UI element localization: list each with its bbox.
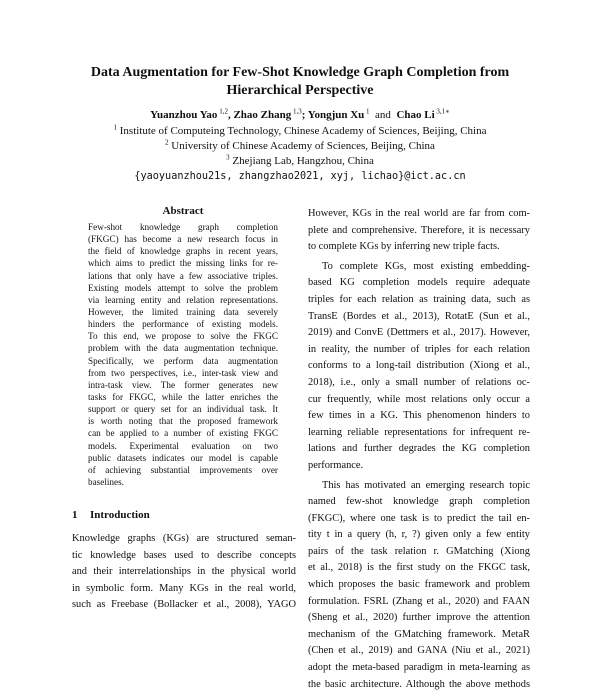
section-title: Introduction <box>90 509 150 521</box>
affiliation-mark: 2 <box>165 138 169 146</box>
paragraph <box>308 206 530 256</box>
author-separator: ; <box>302 109 308 121</box>
text-line: However, the limited training data severely <box>88 306 278 318</box>
abstract-body <box>88 221 278 488</box>
right-column-body <box>308 206 530 693</box>
text-line: which proposes the basic framework and problem <box>308 577 530 594</box>
text-line: TransE (Bordes et al., 2013), RotatE (Sun et al., <box>308 309 530 326</box>
author-email: {yaoyuanzhou21s, zhangzhao2021, xyj, lichao}@ict.ac.cn <box>40 170 560 184</box>
text-line: support or query set for an individual task. It <box>88 403 278 415</box>
text-line: cur frequently, while most relations only occur a <box>308 392 530 409</box>
text-line: in reality, the number of triples for each relation <box>308 342 530 359</box>
text-line: pairs of the task relation r. GMatching (Xiong <box>308 544 530 561</box>
text-line: to complete KGs by inferring new triple facts. <box>308 239 530 256</box>
text-line: based KG completion models require adequate <box>308 275 530 292</box>
text-line: To this end, we propose to solve the FKGC <box>88 330 278 342</box>
text-line: the basic architecture. Although the above methods <box>308 677 530 693</box>
affiliation-mark: 1 <box>114 123 118 131</box>
paper-title <box>40 64 560 100</box>
text-line: hinders the performance of existing models. <box>88 318 278 330</box>
author-affiliation-mark: 1,3 <box>291 107 302 115</box>
affiliation-line <box>40 124 560 138</box>
abstract-heading: Abstract <box>88 205 278 217</box>
text-line: tic knowledge bases used to describe concepts <box>72 548 296 565</box>
text-line: intra-task view. The former generates new <box>88 379 278 391</box>
text-line: Existing models attempt to solve the problem <box>88 282 278 294</box>
text-line: named few-shot knowledge graph completion <box>308 494 530 511</box>
text-line: via learning entity and relation representations. <box>88 294 278 306</box>
title-line-1: Data Augmentation for Few-Shot Knowledge Graph Completion from <box>40 64 560 82</box>
text-line: models. Experimental evaluation on two <box>88 440 278 452</box>
author-name: Yuanzhou Yao <box>150 109 217 121</box>
author-separator: , <box>228 109 234 121</box>
affiliation-mark: 3 <box>226 153 230 161</box>
affiliation-line <box>40 139 560 153</box>
text-line: triples for each relation as training data, such as <box>308 292 530 309</box>
text-line: few times in a KG. This phenomenon hinders to <box>308 408 530 425</box>
text-line: plete and comprehensive. Therefore, it is necessary <box>308 223 530 240</box>
text-line: is worth noting that the proposed framework <box>88 415 278 427</box>
text-line: conforms to a long-tail distribution (Xiong et al., <box>308 358 530 375</box>
text-line: However, KGs in the real world are far from com- <box>308 206 530 223</box>
text-line: from two perspectives, i.e., inter-task view and <box>88 367 278 379</box>
title-line-2: Hierarchical Perspective <box>40 82 560 100</box>
text-line: tity t in a query (h, r, ?) given only a few entity <box>308 527 530 544</box>
section-heading-introduction <box>72 509 150 521</box>
text-line: (FKGC), where one task is to predict the tail en- <box>308 511 530 528</box>
text-line: Knowledge graphs (KGs) are structured seman- <box>72 531 296 548</box>
author-affiliation-mark: 1 <box>364 107 369 115</box>
text-line: can be applied to a number of existing FKGC <box>88 427 278 439</box>
section-number: 1 <box>72 509 90 521</box>
text-line: problem with the data augmentation technique. <box>88 342 278 354</box>
text-line: such as Freebase (Bollacker et al., 2008), YAGO <box>72 597 296 614</box>
text-line: baselines. <box>88 476 278 488</box>
introduction-body-left <box>72 531 296 614</box>
text-line: in symbolic form. Many KGs in the real world, <box>72 581 296 598</box>
text-line: formulation. FSRL (Zhang et al., 2020) and FAAN <box>308 594 530 611</box>
text-line: performance. <box>308 458 530 475</box>
text-line: of achieving substantial improvements over <box>88 464 278 476</box>
text-line: public datasets indicates our model is capable <box>88 452 278 464</box>
text-line: the field of knowledge graphs in recent years, <box>88 245 278 257</box>
text-line: To complete KGs, most existing embedding- <box>308 259 530 276</box>
text-line: This has motivated an emerging research topic <box>308 478 530 495</box>
text-line: Specifically, we perform data augmentation <box>88 355 278 367</box>
text-line: 2019) and ConvE (Dettmers et al., 2017). However, <box>308 325 530 342</box>
text-line: which aims to predict the missing links for re- <box>88 257 278 269</box>
text-line: et al., 2018) is the first study on the FKGC task, <box>308 560 530 577</box>
text-line: 2018), i.e., only a small number of relations oc- <box>308 375 530 392</box>
text-line: (FKGC) has become a new research focus in <box>88 233 278 245</box>
text-line: tasks for FKGC, while the latter enriches the <box>88 391 278 403</box>
text-line: (Chen et al., 2019) and GANA (Niu et al., 2021) <box>308 643 530 660</box>
affiliation-text: University of Chinese Academy of Sciences, Beijing, China <box>169 140 435 152</box>
author-name: Chao Li <box>396 109 434 121</box>
text-line: Few-shot knowledge graph completion <box>88 221 278 233</box>
text-line: lations that only have a few associative triples. <box>88 270 278 282</box>
author-list <box>40 108 560 122</box>
text-line: adopt the meta-based paradigm in meta-learning as <box>308 660 530 677</box>
author-affiliation-mark: 3,1∗ <box>435 107 450 115</box>
affiliation-line <box>40 154 560 168</box>
text-line: learning reliable representations for infrequent re- <box>308 425 530 442</box>
author-affiliation-mark: 1,2 <box>217 107 228 115</box>
text-line: (Sheng et al., 2020) further improve the attention <box>308 610 530 627</box>
text-line: lations and further degrades the KG completion <box>308 441 530 458</box>
affiliation-text: Zhejiang Lab, Hangzhou, China <box>230 155 374 167</box>
paragraph <box>308 259 530 475</box>
paragraph <box>308 478 530 693</box>
author-name: Zhao Zhang <box>233 109 291 121</box>
affiliation-text: Institute of Computeing Technology, Chinese Academy of Sciences, Beijing, China <box>117 125 487 137</box>
text-line: mechanism of the GMatching framework. MetaR <box>308 627 530 644</box>
author-name: Yongjun Xu <box>308 109 365 121</box>
text-line: and their interrelationships in the physical world <box>72 564 296 581</box>
author-separator: and <box>370 109 397 121</box>
